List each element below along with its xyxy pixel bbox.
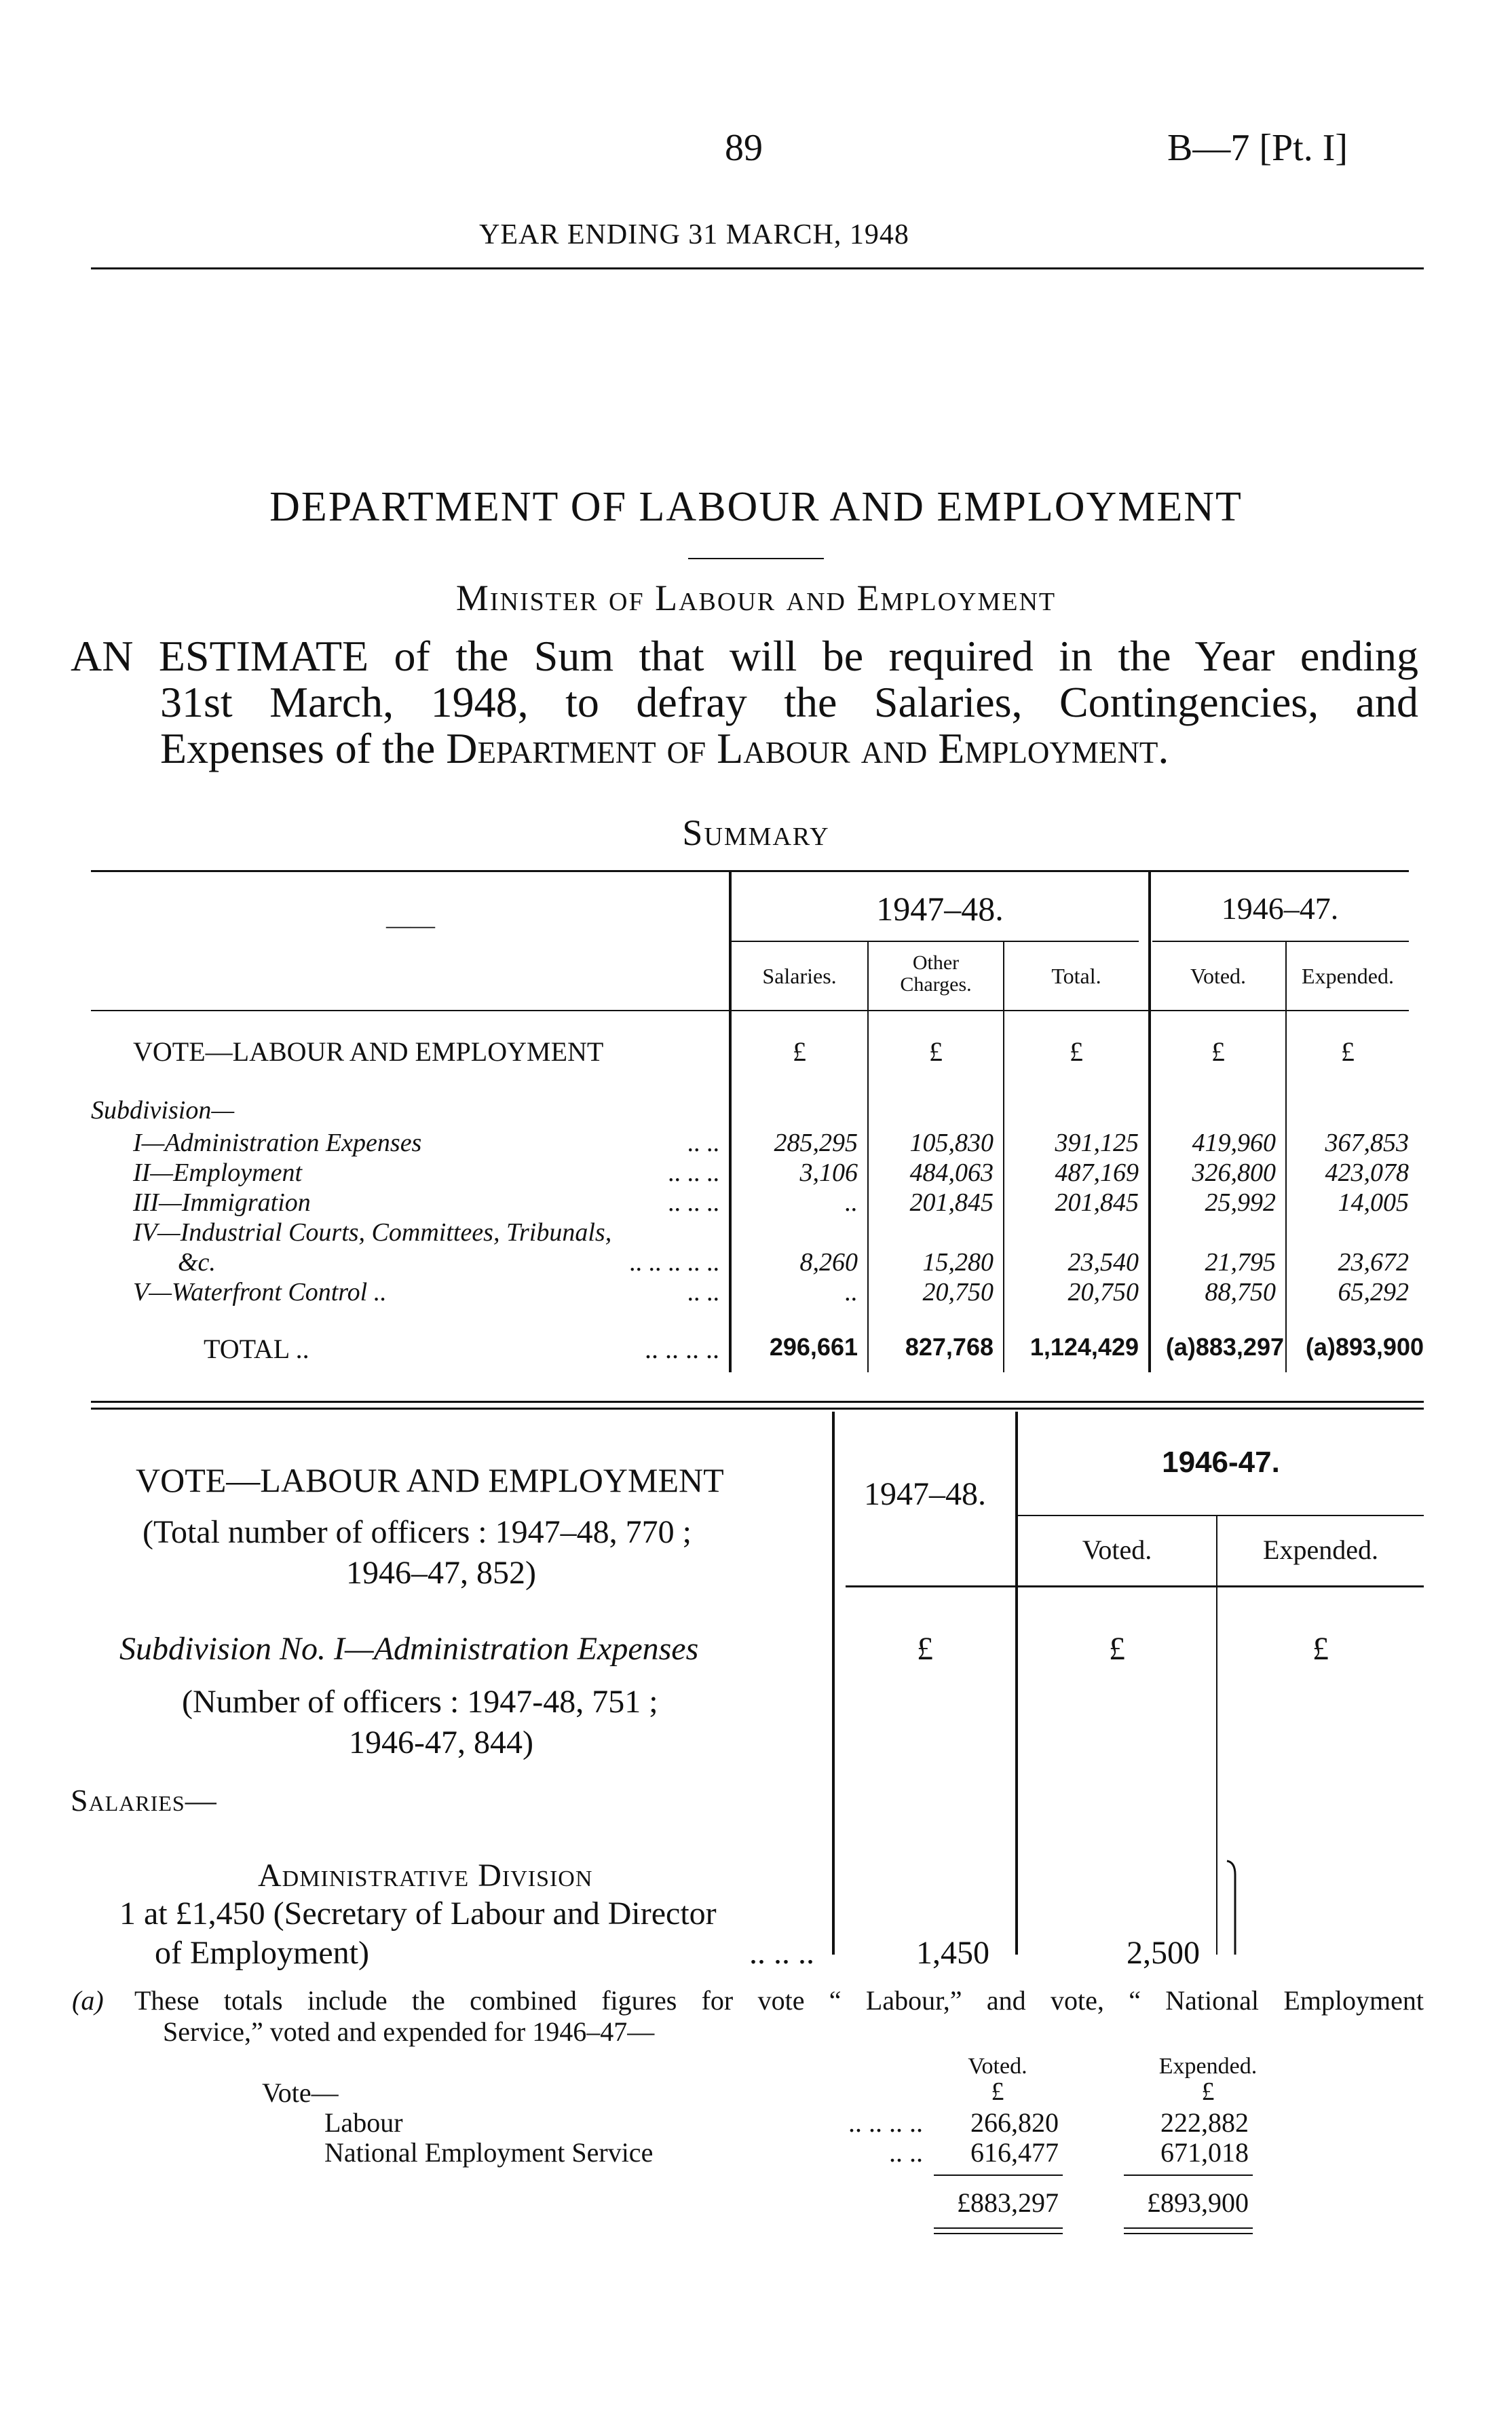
summary-vline-year xyxy=(1148,870,1151,1372)
estimate-line-3 xyxy=(160,723,1169,774)
row-expended: 423,078 xyxy=(1325,1159,1409,1187)
summary-vline-other xyxy=(1003,941,1004,1372)
currency-voted: £ xyxy=(1211,1036,1225,1067)
summary-head-rule xyxy=(91,1010,1409,1011)
col-total: Total. xyxy=(1051,964,1101,988)
col-salaries: Salaries. xyxy=(762,964,837,988)
header-rule xyxy=(91,267,1424,269)
summary-dash: —— xyxy=(386,911,435,939)
detail-item-dots: .. .. .. xyxy=(749,1935,814,1971)
detail-double-rule-top xyxy=(91,1401,1424,1403)
detail-vline-voted xyxy=(1216,1516,1217,1955)
row-expended: 14,005 xyxy=(1338,1188,1409,1217)
row-total: 487,169 xyxy=(1055,1159,1139,1187)
col-other-2: Charges. xyxy=(900,973,972,996)
row-label: II—Employment xyxy=(133,1159,303,1187)
row-salaries: 3,106 xyxy=(799,1159,858,1187)
row-voted: 21,795 xyxy=(1205,1248,1276,1277)
footnote-sum-rule-expended xyxy=(1124,2174,1253,2176)
estimate-line-1: AN ESTIMATE of the Sum that will be required in the Year ending xyxy=(71,632,1418,680)
detail-currency-voted: £ xyxy=(1109,1631,1125,1667)
detail-vline-current xyxy=(1015,1412,1018,1955)
footnote-double-rule-expended-2 xyxy=(1124,2233,1253,2234)
estimate-line-3-start: Expenses of the xyxy=(160,724,436,772)
row-label: &c. xyxy=(178,1248,216,1277)
summary-top-rule xyxy=(91,870,1409,872)
footnote-line-2: Service,” voted and expended for 1946–47— xyxy=(163,2016,655,2047)
row-voted: 419,960 xyxy=(1192,1129,1276,1157)
footnote-double-rule-expended-1 xyxy=(1124,2227,1253,2229)
summary-year-current: 1947–48. xyxy=(876,890,1004,928)
footnote-double-rule-voted-1 xyxy=(934,2227,1063,2229)
estimate-line-2: 31st March, 1948, to defray the Salaries, Contingencies, and xyxy=(160,678,1418,726)
row-voted: 326,800 xyxy=(1192,1159,1276,1187)
detail-admin-division: Administrative Division xyxy=(258,1858,593,1894)
row-dots: .. .. .. .. .. xyxy=(629,1248,719,1277)
detail-sub-officers-line-1: (Number of officers : 1947-48, 751 ; xyxy=(182,1684,658,1720)
summary-vline-voted xyxy=(1285,941,1287,1372)
detail-col-current: 1947–48. xyxy=(864,1476,986,1512)
row-other: 484,063 xyxy=(909,1159,994,1187)
row-expended: 23,672 xyxy=(1338,1248,1409,1277)
footnote-row-expended: 671,018 xyxy=(1160,2137,1249,2168)
currency-salaries: £ xyxy=(793,1036,806,1067)
detail-col-expended: Expended. xyxy=(1263,1535,1378,1565)
row-expended: 65,292 xyxy=(1338,1278,1409,1306)
row-other: 201,845 xyxy=(909,1188,994,1217)
department-title: DEPARTMENT OF LABOUR AND EMPLOYMENT xyxy=(269,484,1243,530)
footnote-sum-rule-voted xyxy=(934,2174,1063,2176)
detail-year-rule xyxy=(1018,1515,1424,1516)
footnote-row-voted: 266,820 xyxy=(970,2107,1059,2138)
detail-subdivision-title: Subdivision No. I—Administration Expenses xyxy=(119,1631,699,1667)
summary-total-label: TOTAL .. xyxy=(204,1334,309,1364)
row-dots: .. .. .. xyxy=(668,1159,719,1187)
summary-vline-salaries xyxy=(867,941,869,1372)
footnote-row-label: Labour xyxy=(324,2107,403,2138)
footnote-row-dots: .. .. xyxy=(889,2137,923,2168)
row-total: 391,125 xyxy=(1055,1129,1139,1157)
detail-sub-officers-line-2: 1946-47, 844) xyxy=(349,1725,533,1761)
footnote-total-voted: £883,297 xyxy=(957,2187,1059,2218)
row-label: V—Waterfront Control .. xyxy=(133,1278,387,1306)
footnote-col-expended: Expended. xyxy=(1158,2054,1258,2079)
detail-salaries-label: Salaries— xyxy=(71,1783,217,1818)
minister-line: Minister of Labour and Employment xyxy=(455,578,1057,618)
detail-currency-current: £ xyxy=(917,1631,933,1667)
summary-vote-label: VOTE—LABOUR AND EMPLOYMENT xyxy=(133,1036,604,1067)
subdivision-label: Subdivision— xyxy=(91,1096,235,1125)
row-label: IV—Industrial Courts, Committees, Tribunals, xyxy=(133,1218,612,1247)
running-title: YEAR ENDING 31 MARCH, 1948 xyxy=(479,219,909,250)
currency-other: £ xyxy=(929,1036,943,1067)
row-salaries: .. xyxy=(845,1278,858,1306)
footnote-vote-label: Vote— xyxy=(262,2077,339,2108)
row-dots: .. .. xyxy=(687,1278,719,1306)
footnote-line-1: These totals include the combined figures for vote “ Labour,” and vote, “ National Employment xyxy=(134,1985,1424,2016)
footnote-marker: (a) xyxy=(72,1985,104,2016)
detail-item-line-2: of Employment) xyxy=(155,1935,369,1971)
title-divider xyxy=(688,558,824,559)
row-other: 20,750 xyxy=(922,1278,994,1306)
footnote-row-label: National Employment Service xyxy=(324,2137,654,2168)
row-salaries: .. xyxy=(845,1188,858,1217)
row-dots: .. .. .. xyxy=(668,1188,719,1217)
summary-year-rule-current xyxy=(729,941,1139,942)
row-total: 23,540 xyxy=(1067,1248,1139,1277)
detail-item-voted: 2,500 xyxy=(1127,1935,1200,1971)
footnote-col-voted: Voted. xyxy=(968,2054,1027,2079)
brace-icon xyxy=(1226,1860,1246,1961)
detail-col-voted: Voted. xyxy=(1082,1535,1152,1565)
col-other-1: Other xyxy=(912,952,960,974)
detail-double-rule-bottom xyxy=(91,1408,1424,1410)
footnote-total-expended: £893,900 xyxy=(1147,2187,1249,2218)
summary-heading: Summary xyxy=(682,812,830,853)
row-salaries: 8,260 xyxy=(799,1248,858,1277)
currency-expended: £ xyxy=(1341,1036,1355,1067)
col-voted: Voted. xyxy=(1190,964,1247,988)
currency-total: £ xyxy=(1070,1036,1083,1067)
detail-vote-title: VOTE—LABOUR AND EMPLOYMENT xyxy=(136,1461,724,1499)
detail-item-line-1: 1 at £1,450 (Secretary of Labour and Director xyxy=(119,1896,717,1932)
row-salaries: 285,295 xyxy=(774,1129,858,1157)
row-total: 20,750 xyxy=(1067,1278,1139,1306)
summary-total-voted: (a)883,297 xyxy=(1165,1333,1284,1361)
footnote-double-rule-voted-2 xyxy=(934,2233,1063,2234)
footnote-row-dots: .. .. .. .. xyxy=(848,2107,923,2138)
summary-total-dots: .. .. .. .. xyxy=(645,1334,719,1364)
detail-col-previous: 1946-47. xyxy=(1162,1446,1280,1479)
row-other: 105,830 xyxy=(909,1129,994,1157)
row-total: 201,845 xyxy=(1055,1188,1139,1217)
estimate-line-3-department: Department of Labour and Employment. xyxy=(446,724,1169,772)
row-other: 15,280 xyxy=(922,1248,994,1277)
detail-head-rule xyxy=(846,1585,1424,1587)
summary-total-total: 1,124,429 xyxy=(1029,1333,1139,1361)
col-expended: Expended. xyxy=(1302,964,1394,988)
summary-total-salaries: 296,661 xyxy=(769,1333,858,1361)
detail-currency-expended: £ xyxy=(1312,1631,1329,1667)
row-voted: 88,750 xyxy=(1205,1278,1276,1306)
page-number: 89 xyxy=(725,127,763,169)
row-expended: 367,853 xyxy=(1325,1129,1409,1157)
summary-total-expended: (a)893,900 xyxy=(1305,1333,1424,1361)
row-label: I—Administration Expenses xyxy=(133,1129,422,1157)
summary-year-rule-previous xyxy=(1152,941,1409,942)
row-voted: 25,992 xyxy=(1205,1188,1276,1217)
row-dots: .. .. xyxy=(687,1129,719,1157)
detail-officers-line-2: 1946–47, 852) xyxy=(346,1555,536,1591)
footnote-currency-voted: £ xyxy=(991,2077,1004,2106)
summary-vline-label xyxy=(729,870,732,1372)
page-reference: B—7 [Pt. I] xyxy=(1167,127,1348,169)
row-label: III—Immigration xyxy=(133,1188,311,1217)
summary-total-other: 827,768 xyxy=(905,1333,994,1361)
detail-item-current: 1,450 xyxy=(916,1935,989,1971)
footnote-currency-expended: £ xyxy=(1201,2077,1215,2106)
footnote-row-expended: 222,882 xyxy=(1160,2107,1249,2138)
footnote-row-voted: 616,477 xyxy=(970,2137,1059,2168)
detail-officers-line-1: (Total number of officers : 1947–48, 770 ; xyxy=(143,1514,692,1550)
summary-year-previous: 1946–47. xyxy=(1221,891,1339,926)
